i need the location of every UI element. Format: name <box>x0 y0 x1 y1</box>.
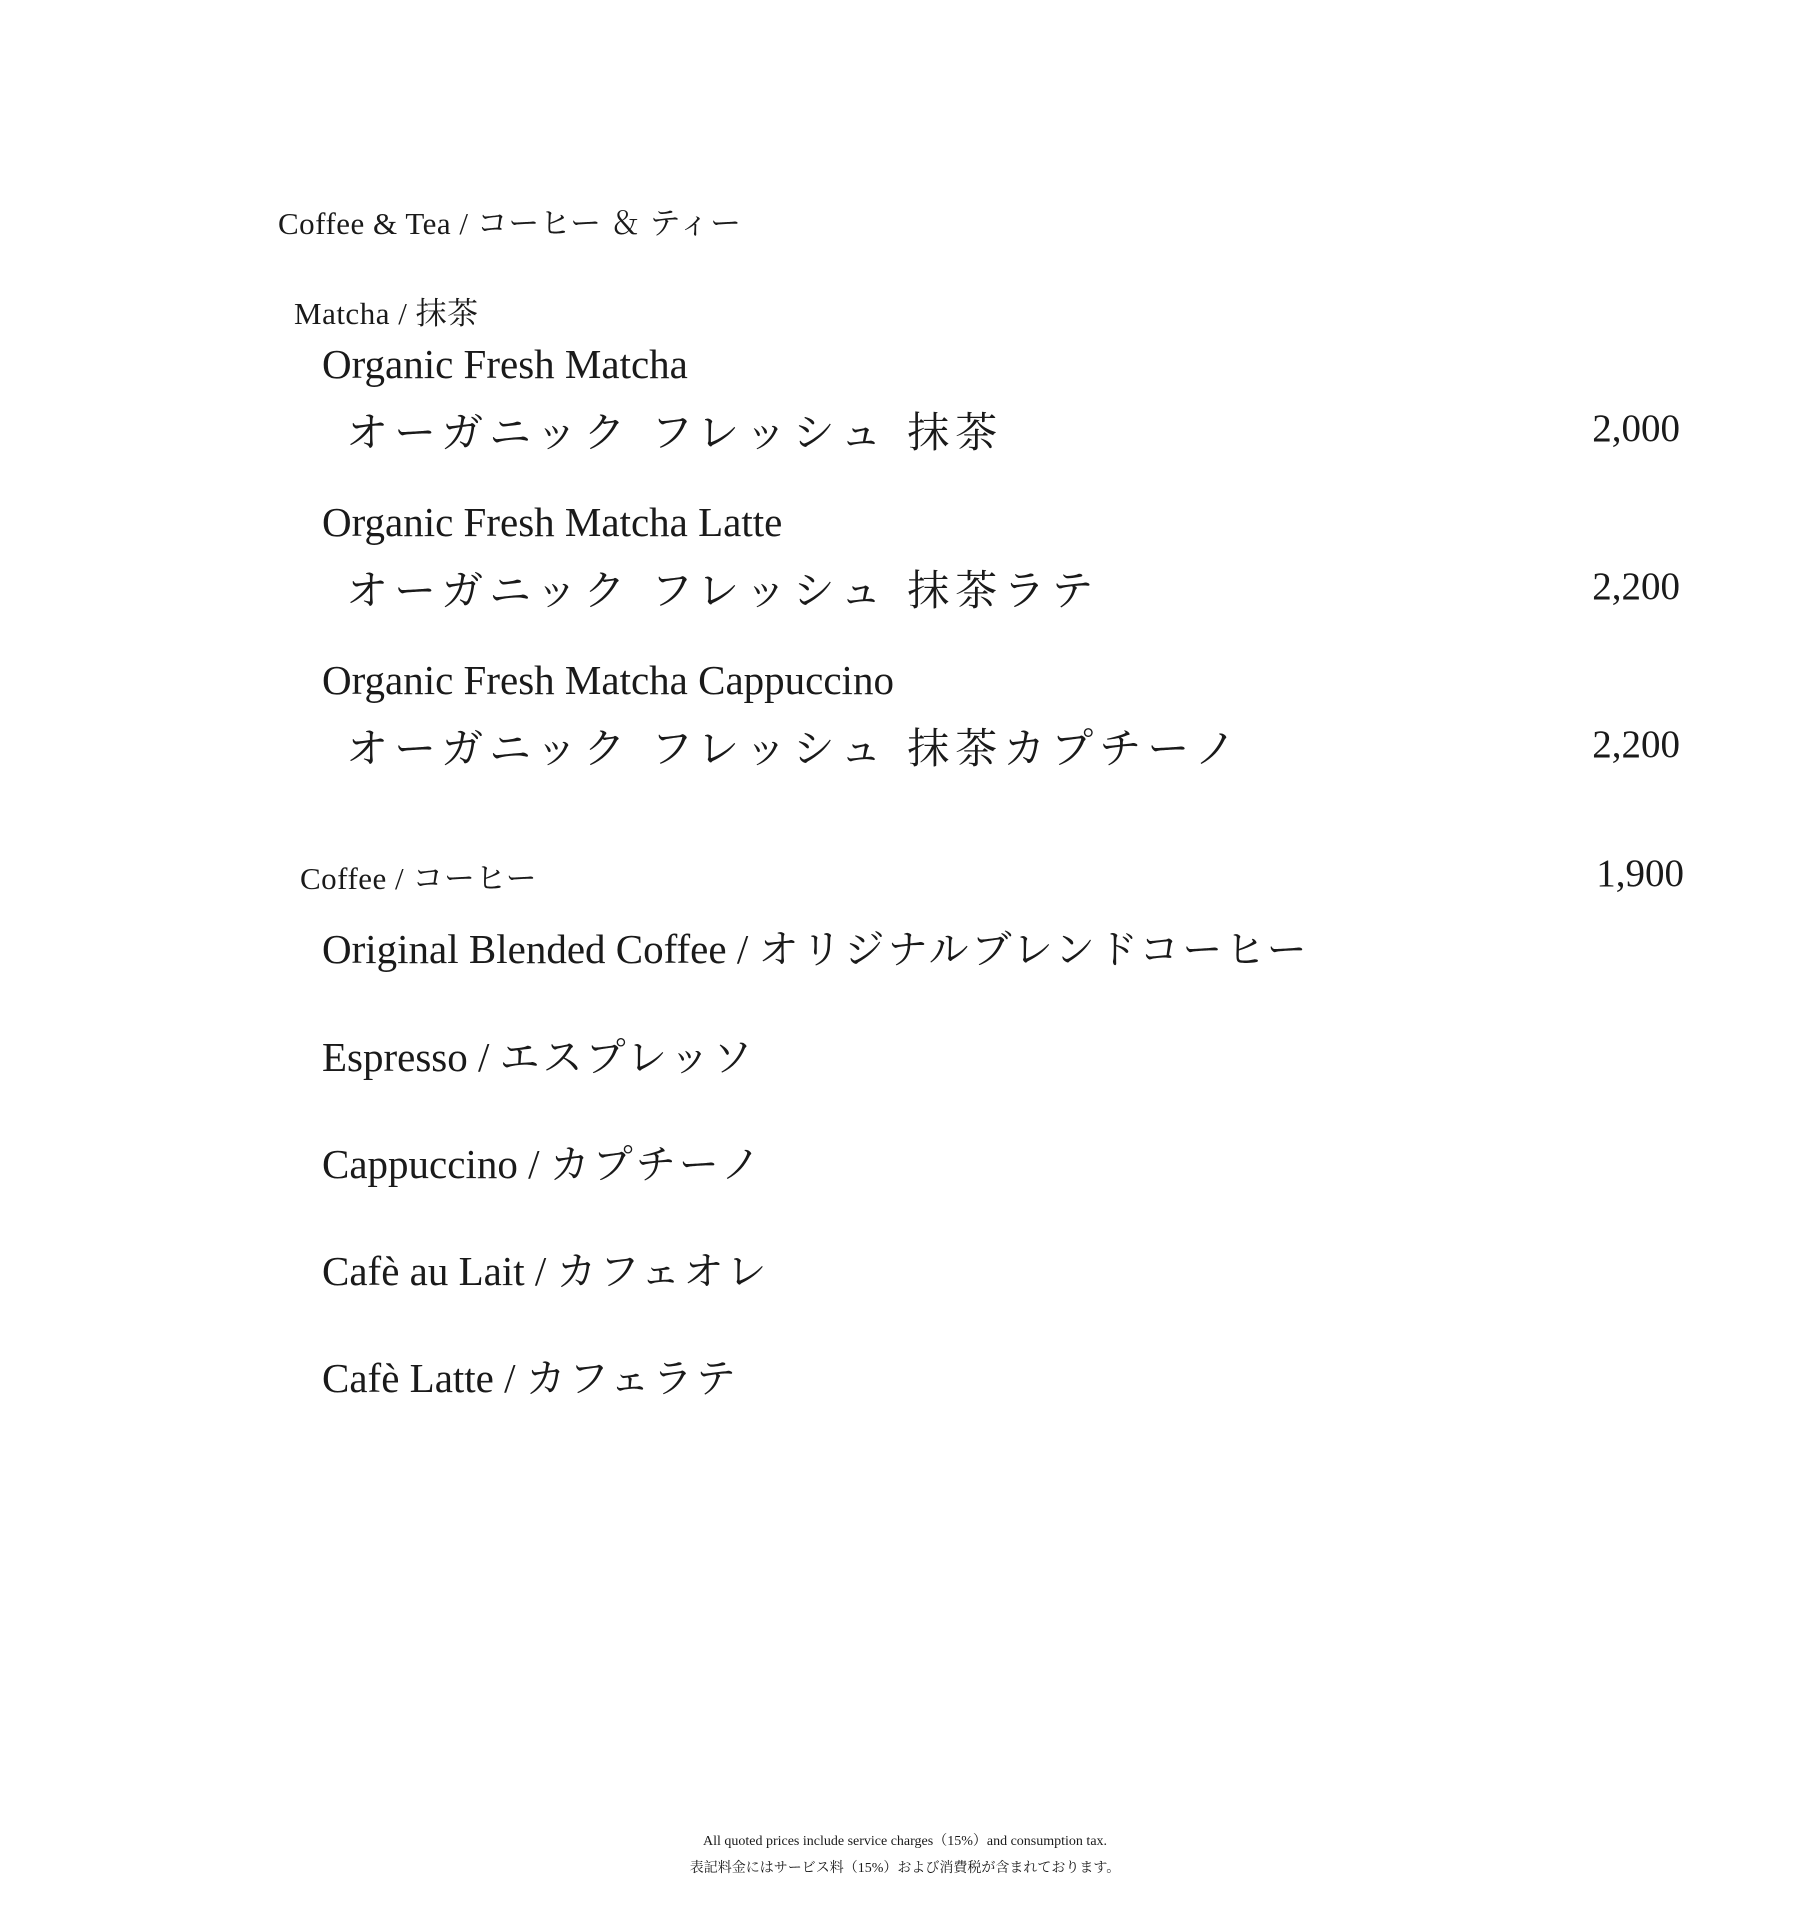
page-title: Coffee & Tea / コーヒー ＆ ティー <box>278 206 742 241</box>
menu-item-cafe-latte <box>322 1347 739 1404</box>
footer-note-en: All quoted prices include service charges（15%）and consumption tax. <box>702 1834 1108 1849</box>
coffee-price: 1,900 <box>1596 852 1684 895</box>
item-name-ja: オーガニック フレッシュ 抹茶カプチーノ <box>346 724 1243 773</box>
menu-item-cafe-au-lait <box>322 1240 770 1297</box>
item-name-en: Cappuccino / <box>322 1141 550 1187</box>
section-heading-matcha: Matcha / 抹茶 <box>294 296 479 331</box>
item-name-ja: エスプレッソ <box>499 1035 756 1081</box>
item-name-en: Original Blended Coffee / <box>322 926 759 972</box>
item-name-en: Cafè Latte / <box>322 1355 526 1401</box>
item-name-en: Organic Fresh Matcha <box>322 341 688 387</box>
item-name-ja: オーガニック フレッシュ 抹茶 <box>346 408 1004 457</box>
section-heading-coffee: Coffee / コーヒー <box>300 861 538 896</box>
item-name-en: Organic Fresh Matcha Cappuccino <box>322 657 894 703</box>
item-price: 2,200 <box>1592 723 1680 766</box>
menu-item-espresso <box>322 1026 756 1083</box>
menu-item-cappuccino <box>322 1133 764 1190</box>
item-name-ja: カプチーノ <box>549 1142 764 1188</box>
item-price: 2,200 <box>1592 565 1680 608</box>
item-name-ja: オーガニック フレッシュ 抹茶ラテ <box>346 566 1100 615</box>
footer-note-ja: 表記料金にはサービス料（15%）および消費税が含まれております。 <box>689 1861 1121 1876</box>
item-name-ja: オリジナルブレンドコーヒー <box>758 927 1310 973</box>
item-name-ja: カフェラテ <box>525 1356 739 1402</box>
item-name-en: Cafè au Lait / <box>322 1248 557 1294</box>
item-name-en: Espresso / <box>322 1034 500 1080</box>
menu-item-original-blended-coffee <box>322 918 1310 975</box>
item-name-en: Organic Fresh Matcha Latte <box>322 499 783 545</box>
item-name-ja: カフェオレ <box>556 1249 770 1295</box>
item-price: 2,000 <box>1592 407 1680 450</box>
